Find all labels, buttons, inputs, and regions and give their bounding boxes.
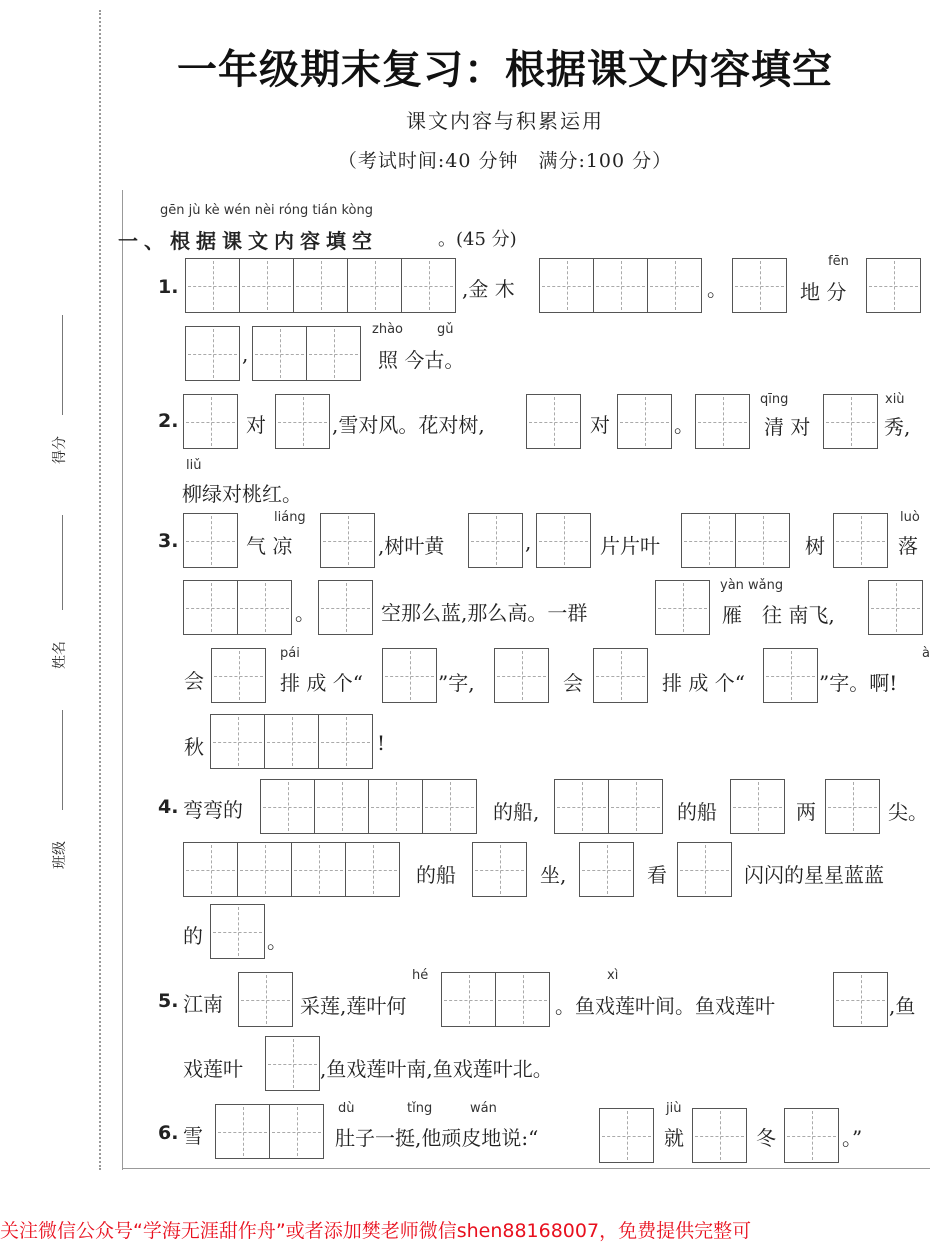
- q3-grid-4[interactable]: [536, 513, 591, 568]
- q5-grid-2[interactable]: [441, 972, 550, 1027]
- q4-grid-2[interactable]: [554, 779, 663, 834]
- q6-text-1: 雪: [183, 1124, 203, 1148]
- q3-grid-3[interactable]: [468, 513, 523, 568]
- q3-grid-6[interactable]: [833, 513, 888, 568]
- q4-text-8: 看: [647, 863, 667, 887]
- name-label: 姓名: [52, 641, 68, 669]
- score-label: 得分: [52, 436, 68, 464]
- q1-text-4: 照 今古。: [378, 348, 465, 372]
- q3-grid-1[interactable]: [183, 513, 238, 568]
- q3-text-9: 雁 往 南飞,: [722, 603, 835, 627]
- q2-grid-3[interactable]: [526, 394, 581, 449]
- q4-grid-6[interactable]: [472, 842, 527, 897]
- q4-grid-5[interactable]: [183, 842, 400, 897]
- q3-grid-12[interactable]: [382, 648, 437, 703]
- q6-text-3: 就: [664, 1126, 684, 1150]
- q3-pinyin-pai: pái: [280, 646, 300, 661]
- q3-grid-11[interactable]: [211, 648, 266, 703]
- q3-grid-13[interactable]: [494, 648, 549, 703]
- q4-text-6: 的船: [416, 863, 456, 887]
- q1-grid-6[interactable]: [252, 326, 361, 381]
- q3-grid-16[interactable]: [210, 714, 373, 769]
- q5-text-6: ,鱼戏莲叶南,鱼戏莲叶北。: [320, 1057, 553, 1081]
- q2-text-2: ,雪对风。花对树,: [332, 413, 485, 437]
- q4-text-11: 。: [267, 929, 287, 953]
- page-bottom-line: [122, 1168, 930, 1169]
- q3-grid-15[interactable]: [763, 648, 818, 703]
- q3-number: 3.: [158, 530, 179, 552]
- q2-pinyin-liu: liǔ: [186, 458, 202, 473]
- q2-grid-4[interactable]: [617, 394, 672, 449]
- q3-text-16: 秋: [184, 735, 204, 759]
- q5-pinyin-he: hé: [412, 968, 429, 983]
- q6-grid-4[interactable]: [784, 1108, 839, 1163]
- q2-text-3: 对: [590, 413, 610, 437]
- q2-text-6: 秀,: [884, 415, 911, 439]
- q2-text-4: 。: [674, 413, 694, 437]
- q3-grid-7[interactable]: [183, 580, 292, 635]
- q4-text-2: 的船,: [493, 800, 540, 824]
- q1-comma: ,: [242, 342, 249, 366]
- q3-text-17: !: [377, 731, 386, 755]
- q3-pinyin-yanwang: yàn wǎng: [720, 578, 784, 593]
- q3-grid-2[interactable]: [320, 513, 375, 568]
- q1-pinyin-zhao: zhào: [372, 322, 403, 337]
- q3-grid-5[interactable]: [681, 513, 790, 568]
- q5-pinyin-xi: xì: [607, 968, 619, 983]
- q4-grid-4[interactable]: [825, 779, 880, 834]
- q2-text-7: 柳绿对桃红。: [182, 482, 302, 506]
- q1-grid-5[interactable]: [185, 326, 240, 381]
- q4-grid-8[interactable]: [677, 842, 732, 897]
- q4-number: 4.: [158, 796, 179, 818]
- q3-pinyin-luo: luò: [900, 510, 920, 525]
- q4-grid-1[interactable]: [260, 779, 477, 834]
- section-pinyin: gēn jù kè wén nèi róng tián kòng: [160, 203, 373, 218]
- q2-pinyin-xiu: xiù: [885, 392, 905, 407]
- q5-text-5: 戏莲叶: [183, 1057, 243, 1081]
- q5-number: 5.: [158, 990, 179, 1012]
- q3-grid-8[interactable]: [318, 580, 373, 635]
- q5-grid-1[interactable]: [238, 972, 293, 1027]
- q2-grid-2[interactable]: [275, 394, 330, 449]
- q5-text-2: 采莲,莲叶何: [300, 994, 407, 1018]
- q2-grid-6[interactable]: [823, 394, 878, 449]
- q6-pinyin-jiu: jiù: [666, 1101, 682, 1116]
- q3-text-13: 会: [563, 671, 583, 695]
- q1-number: 1.: [158, 276, 179, 298]
- q1-pinyin-fen: fēn: [828, 254, 849, 269]
- page-subtitle: 课文内容与积累运用: [406, 109, 604, 133]
- q5-text-4: ,鱼: [889, 994, 916, 1018]
- q6-pinyin-wan: wán: [470, 1101, 497, 1116]
- exam-info: （考试时间:40 分钟 满分:100 分）: [337, 150, 673, 172]
- q1-pinyin-gu: gǔ: [437, 322, 454, 337]
- q3-text-14: 排 成 个“: [662, 671, 745, 695]
- q4-text-10: 的: [183, 924, 203, 948]
- q3-text-5: 树: [805, 534, 825, 558]
- q4-grid-3[interactable]: [730, 779, 785, 834]
- q1-grid-2[interactable]: [539, 258, 702, 313]
- name-blank-line: [62, 515, 63, 610]
- q3-text-3: ,: [525, 530, 532, 554]
- binding-dotted-line: [99, 10, 101, 1170]
- q4-text-7: 坐,: [540, 863, 567, 887]
- q3-text-11: 排 成 个“: [280, 671, 363, 695]
- q5-grid-4[interactable]: [265, 1036, 320, 1091]
- q6-pinyin-du: dù: [338, 1101, 355, 1116]
- q2-grid-5[interactable]: [695, 394, 750, 449]
- q3-text-6: 落: [898, 534, 918, 558]
- q2-text-1: 对: [246, 413, 266, 437]
- q2-text-5: 清 对: [764, 415, 811, 439]
- q1-text-3: 地 分: [800, 280, 847, 304]
- q4-grid-9[interactable]: [210, 904, 265, 959]
- q3-grid-14[interactable]: [593, 648, 648, 703]
- q4-text-1: 弯弯的: [183, 798, 243, 822]
- q5-text-3: 。鱼戏莲叶间。鱼戏莲叶: [555, 994, 775, 1018]
- q3-text-15: ”字。啊!: [819, 671, 898, 695]
- q3-text-4: 片片叶: [600, 534, 660, 558]
- q3-grid-10[interactable]: [868, 580, 923, 635]
- q6-grid-2[interactable]: [599, 1108, 654, 1163]
- q3-text-12: ”字,: [438, 671, 475, 695]
- q3-text-7: 。: [295, 601, 315, 625]
- score-blank-line: [62, 315, 63, 415]
- q3-text-8: 空那么蓝,那么高。一群: [381, 601, 588, 625]
- section-title: 一、根据课文内容填空: [118, 229, 378, 253]
- q5-grid-3[interactable]: [833, 972, 888, 1027]
- q1-grid-3[interactable]: [732, 258, 787, 313]
- q6-grid-3[interactable]: [692, 1108, 747, 1163]
- q3-text-1: 气 凉: [246, 534, 293, 558]
- page-border-line: [122, 190, 123, 1170]
- footer-promo-text: 关注微信公众号“学海无涯甜作舟”或者添加樊老师微信shen88168007，免费提供完整可: [0, 1220, 752, 1242]
- q6-text-4: 冬: [756, 1126, 776, 1150]
- class-blank-line: [62, 710, 63, 810]
- q6-number: 6.: [158, 1122, 179, 1144]
- q3-text-10: 会: [184, 669, 204, 693]
- q1-grid-4[interactable]: [866, 258, 921, 313]
- q4-text-3: 的船: [677, 800, 717, 824]
- q1-text-1: ,金 木: [462, 277, 515, 301]
- q6-text-5: 。”: [842, 1126, 863, 1150]
- q2-pinyin-qing: qīng: [760, 392, 789, 407]
- q5-text-1: 江南: [183, 992, 223, 1016]
- section-points: 。(45 分): [438, 229, 517, 250]
- q4-grid-7[interactable]: [579, 842, 634, 897]
- q4-text-4: 两: [796, 800, 816, 824]
- q3-pinyin-a: à: [922, 646, 930, 661]
- q6-pinyin-ting: tǐng: [407, 1101, 433, 1116]
- q3-pinyin-liang: liáng: [274, 510, 306, 525]
- class-label: 班级: [52, 841, 68, 869]
- q2-grid-1[interactable]: [183, 394, 238, 449]
- q3-grid-9[interactable]: [655, 580, 710, 635]
- q4-text-9: 闪闪的星星蓝蓝: [744, 863, 884, 887]
- q1-text-2: 。: [707, 277, 727, 301]
- q3-text-2: ,树叶黄: [378, 534, 445, 558]
- q2-number: 2.: [158, 410, 179, 432]
- q4-text-5: 尖。: [888, 800, 928, 824]
- q1-grid-1[interactable]: [185, 258, 456, 313]
- q6-text-2: 肚子一挺,他顽皮地说:“: [335, 1126, 539, 1150]
- q6-grid-1[interactable]: [215, 1104, 324, 1159]
- page-title: 一年级期末复习：根据课文内容填空: [177, 47, 833, 93]
